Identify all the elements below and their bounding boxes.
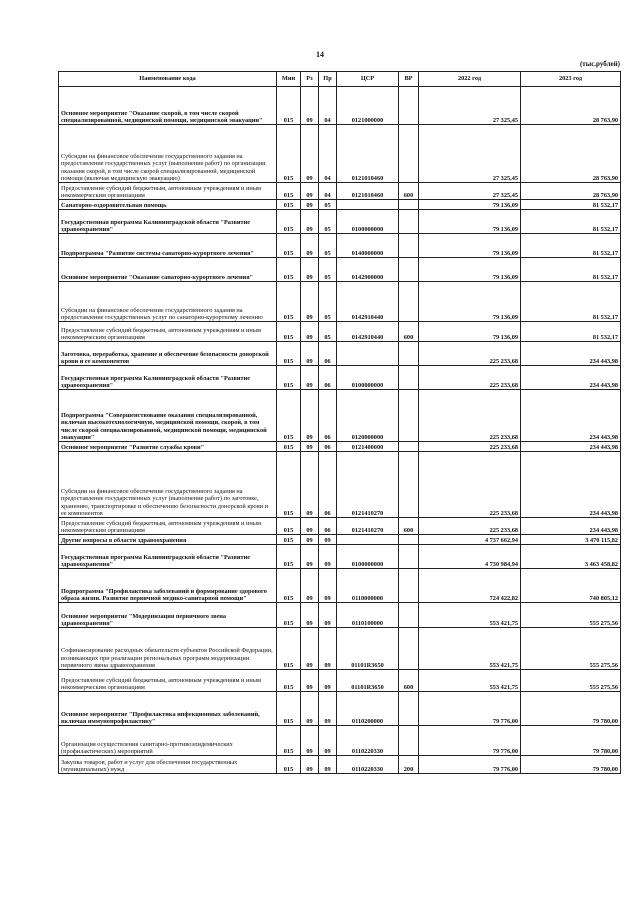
row-vr: 600 bbox=[399, 322, 419, 342]
row-vr bbox=[399, 210, 419, 234]
header-2022: 2022 год bbox=[419, 72, 521, 87]
row-2022-value: 225 233,68 bbox=[419, 518, 521, 535]
row-csr: 0120000000 bbox=[337, 390, 399, 442]
row-vr bbox=[399, 366, 419, 390]
row-rz: 09 bbox=[301, 692, 319, 726]
table-row bbox=[59, 628, 621, 670]
row-2022-value: 79 136,09 bbox=[419, 322, 521, 342]
row-pr: 06 bbox=[319, 390, 337, 442]
row-2022-value: 79 136,09 bbox=[419, 210, 521, 234]
row-pr: 09 bbox=[319, 670, 337, 692]
row-2023-value: 555 275,56 bbox=[521, 603, 621, 628]
table-row bbox=[59, 670, 621, 692]
row-name: Основное мероприятие "Оказание санаторно-курортного лечения" bbox=[59, 258, 277, 282]
row-name: Предоставление субсидий бюджетным, автономным учреждениям и иным некоммерческим организациям bbox=[59, 670, 277, 692]
row-name: Подпрограмма "Совершенствование оказания специализированной, включая высокотехнологичную, медицинской помощи, скорой, в том числе скорой специализированной, медицинской помощи, медицинской эвакуации" bbox=[59, 390, 277, 442]
row-2022-value: 79 136,09 bbox=[419, 282, 521, 322]
row-name: Подпрограмма "Развитие системы санаторно-курортного лечения" bbox=[59, 234, 277, 258]
table-body bbox=[59, 87, 621, 774]
row-min: 015 bbox=[277, 342, 301, 366]
row-pr: 09 bbox=[319, 545, 337, 569]
row-vr bbox=[399, 692, 419, 726]
row-csr: 0142910440 bbox=[337, 282, 399, 322]
row-rz: 09 bbox=[301, 535, 319, 545]
row-2022-value: 79 136,09 bbox=[419, 200, 521, 210]
row-2022-value: 79 136,09 bbox=[419, 258, 521, 282]
row-rz: 09 bbox=[301, 282, 319, 322]
row-rz: 09 bbox=[301, 390, 319, 442]
row-csr: 0100000000 bbox=[337, 545, 399, 569]
row-csr: 01101R3650 bbox=[337, 670, 399, 692]
row-csr: 0110100000 bbox=[337, 603, 399, 628]
row-rz: 09 bbox=[301, 183, 319, 200]
row-vr: 600 bbox=[399, 183, 419, 200]
table-row bbox=[59, 692, 621, 726]
row-rz: 09 bbox=[301, 322, 319, 342]
row-2022-value: 225 233,68 bbox=[419, 366, 521, 390]
row-pr: 05 bbox=[319, 234, 337, 258]
row-min: 015 bbox=[277, 692, 301, 726]
row-min: 015 bbox=[277, 210, 301, 234]
row-rz: 09 bbox=[301, 452, 319, 518]
row-min: 015 bbox=[277, 545, 301, 569]
row-pr: 09 bbox=[319, 603, 337, 628]
row-csr: 0110220330 bbox=[337, 726, 399, 756]
row-2023-value: 81 532,17 bbox=[521, 234, 621, 258]
row-csr: 0110000000 bbox=[337, 569, 399, 603]
row-name: Заготовка, переработка, хранение и обеспечение безопасности донорской крови и ее компонентов bbox=[59, 342, 277, 366]
row-vr bbox=[399, 603, 419, 628]
row-2022-value: 79 776,00 bbox=[419, 756, 521, 774]
row-2023-value: 234 443,98 bbox=[521, 442, 621, 452]
row-2022-value: 79 136,09 bbox=[419, 234, 521, 258]
table-row bbox=[59, 569, 621, 603]
row-pr: 04 bbox=[319, 87, 337, 125]
row-rz: 09 bbox=[301, 366, 319, 390]
row-min: 015 bbox=[277, 726, 301, 756]
row-min: 015 bbox=[277, 183, 301, 200]
row-2023-value: 234 443,98 bbox=[521, 390, 621, 442]
row-min: 015 bbox=[277, 322, 301, 342]
row-vr bbox=[399, 234, 419, 258]
row-2022-value: 553 421,75 bbox=[419, 628, 521, 670]
table-row bbox=[59, 183, 621, 200]
row-name: Предоставление субсидий бюджетным, автономным учреждениям и иным некоммерческим организациям bbox=[59, 518, 277, 535]
header-rz: Рз bbox=[301, 72, 319, 87]
row-2023-value: 555 275,56 bbox=[521, 628, 621, 670]
row-csr: 0142900000 bbox=[337, 258, 399, 282]
row-csr: 0100000000 bbox=[337, 366, 399, 390]
row-min: 015 bbox=[277, 670, 301, 692]
row-rz: 09 bbox=[301, 234, 319, 258]
row-name: Софинансирование расходных обязательств субъектов Российской Федерации, возникающих при реализации региональных программ модернизации первичного звена здравоохранения bbox=[59, 628, 277, 670]
row-2023-value: 3 470 115,82 bbox=[521, 535, 621, 545]
row-csr: 0140000000 bbox=[337, 234, 399, 258]
table-row bbox=[59, 342, 621, 366]
row-2023-value: 81 532,17 bbox=[521, 258, 621, 282]
row-rz: 09 bbox=[301, 125, 319, 183]
row-csr: 0110220330 bbox=[337, 756, 399, 774]
row-min: 015 bbox=[277, 390, 301, 442]
row-csr: 0121410270 bbox=[337, 452, 399, 518]
row-name: Субсидии на финансовое обеспечение государственного задания на предоставление государственных услуг по санаторно-курортному лечению bbox=[59, 282, 277, 322]
row-min: 015 bbox=[277, 200, 301, 210]
row-2023-value: 79 780,00 bbox=[521, 726, 621, 756]
row-name: Субсидии на финансовое обеспечение государственного задания на предоставление государственных услуг (выполнение работ) по заготовке, хранению, транспортировке и обеспечению безопасности донорской крови и ее компонентов bbox=[59, 452, 277, 518]
row-vr: 200 bbox=[399, 756, 419, 774]
row-name: Основное мероприятие "Развитие службы крови" bbox=[59, 442, 277, 452]
row-name: Санаторно-оздоровительная помощь bbox=[59, 200, 277, 210]
row-pr: 09 bbox=[319, 726, 337, 756]
row-2022-value: 225 233,68 bbox=[419, 390, 521, 442]
row-rz: 09 bbox=[301, 87, 319, 125]
header-min: Мин bbox=[277, 72, 301, 87]
row-min: 015 bbox=[277, 452, 301, 518]
row-2023-value: 79 780,00 bbox=[521, 692, 621, 726]
row-vr bbox=[399, 452, 419, 518]
row-name: Основное мероприятие "Профилактика инфекционных заболеваний, включая иммунопрофилактику" bbox=[59, 692, 277, 726]
row-pr: 05 bbox=[319, 210, 337, 234]
row-rz: 09 bbox=[301, 726, 319, 756]
row-vr bbox=[399, 258, 419, 282]
row-pr: 06 bbox=[319, 342, 337, 366]
row-rz: 09 bbox=[301, 258, 319, 282]
row-pr: 06 bbox=[319, 366, 337, 390]
row-name: Подпрограмма "Профилактика заболеваний и формирование здорового образа жизни. Развитие первичной медико-санитарной помощи" bbox=[59, 569, 277, 603]
row-2023-value: 28 763,90 bbox=[521, 125, 621, 183]
row-vr bbox=[399, 535, 419, 545]
row-min: 015 bbox=[277, 518, 301, 535]
header-pr: Пр bbox=[319, 72, 337, 87]
row-2023-value: 234 443,98 bbox=[521, 518, 621, 535]
header-csr: ЦСР bbox=[337, 72, 399, 87]
row-2023-value: 79 780,00 bbox=[521, 756, 621, 774]
row-2022-value: 79 776,00 bbox=[419, 726, 521, 756]
units-label: (тыс.рублей) bbox=[579, 60, 620, 68]
row-2023-value: 81 532,17 bbox=[521, 200, 621, 210]
row-csr bbox=[337, 342, 399, 366]
table-row bbox=[59, 322, 621, 342]
table-row bbox=[59, 603, 621, 628]
row-vr bbox=[399, 200, 419, 210]
row-csr: 0121400000 bbox=[337, 442, 399, 452]
row-min: 015 bbox=[277, 603, 301, 628]
row-2023-value: 234 443,98 bbox=[521, 366, 621, 390]
row-pr: 09 bbox=[319, 692, 337, 726]
table-row bbox=[59, 390, 621, 442]
row-2023-value: 3 463 458,82 bbox=[521, 545, 621, 569]
row-2023-value: 740 805,12 bbox=[521, 569, 621, 603]
row-2022-value: 4 737 662,94 bbox=[419, 535, 521, 545]
row-2023-value: 28 763,90 bbox=[521, 87, 621, 125]
row-name: Государственная программа Калининградской области "Развитие здравоохранения" bbox=[59, 545, 277, 569]
table-row bbox=[59, 282, 621, 322]
row-pr: 06 bbox=[319, 442, 337, 452]
row-min: 015 bbox=[277, 87, 301, 125]
header-vr: ВР bbox=[399, 72, 419, 87]
row-name: Предоставление субсидий бюджетным, автономным учреждениям и иным некоммерческим организациям bbox=[59, 183, 277, 200]
table-row bbox=[59, 258, 621, 282]
row-name: Государственная программа Калининградской области "Развитие здравоохранения" bbox=[59, 366, 277, 390]
row-pr: 05 bbox=[319, 282, 337, 322]
row-csr: 01101R3650 bbox=[337, 628, 399, 670]
table-row bbox=[59, 545, 621, 569]
row-vr bbox=[399, 726, 419, 756]
row-pr: 05 bbox=[319, 200, 337, 210]
row-min: 015 bbox=[277, 258, 301, 282]
table-row bbox=[59, 234, 621, 258]
row-2023-value: 28 763,90 bbox=[521, 183, 621, 200]
row-min: 015 bbox=[277, 535, 301, 545]
row-min: 015 bbox=[277, 366, 301, 390]
row-pr: 04 bbox=[319, 125, 337, 183]
row-vr bbox=[399, 628, 419, 670]
row-rz: 09 bbox=[301, 670, 319, 692]
table-row bbox=[59, 726, 621, 756]
row-2022-value: 553 421,75 bbox=[419, 603, 521, 628]
row-2022-value: 553 421,75 bbox=[419, 670, 521, 692]
row-rz: 09 bbox=[301, 756, 319, 774]
row-csr: 0100000000 bbox=[337, 210, 399, 234]
header-name: Наименование кода bbox=[59, 72, 277, 87]
row-2023-value: 81 532,17 bbox=[521, 282, 621, 322]
row-pr: 09 bbox=[319, 756, 337, 774]
table-row bbox=[59, 452, 621, 518]
row-csr: 0121010460 bbox=[337, 183, 399, 200]
row-csr bbox=[337, 200, 399, 210]
row-csr bbox=[337, 535, 399, 545]
row-name: Организация осуществления санитарно-противоэпидемических (профилактических) мероприятий bbox=[59, 726, 277, 756]
row-pr: 04 bbox=[319, 183, 337, 200]
row-csr: 0121010460 bbox=[337, 125, 399, 183]
row-pr: 06 bbox=[319, 518, 337, 535]
row-pr: 09 bbox=[319, 628, 337, 670]
row-2022-value: 225 233,68 bbox=[419, 452, 521, 518]
table-row bbox=[59, 518, 621, 535]
row-pr: 09 bbox=[319, 569, 337, 603]
row-vr bbox=[399, 342, 419, 366]
row-pr: 09 bbox=[319, 535, 337, 545]
row-vr bbox=[399, 545, 419, 569]
row-rz: 09 bbox=[301, 628, 319, 670]
row-2023-value: 234 443,98 bbox=[521, 452, 621, 518]
row-pr: 05 bbox=[319, 322, 337, 342]
row-min: 015 bbox=[277, 442, 301, 452]
row-min: 015 bbox=[277, 756, 301, 774]
row-vr bbox=[399, 390, 419, 442]
row-vr bbox=[399, 125, 419, 183]
row-csr: 0121000000 bbox=[337, 87, 399, 125]
row-name: Предоставление субсидий бюджетным, автономным учреждениям и иным некоммерческим организациям bbox=[59, 322, 277, 342]
table-header-row bbox=[59, 72, 621, 87]
row-min: 015 bbox=[277, 234, 301, 258]
row-name: Субсидии на финансовое обеспечение государственного задания на предоставление государственных услуг (выполнение работ) по организации оказания скорой, в том числе скорой специализированной, медицинской помощи (включая медицинскую эвакуацию) bbox=[59, 125, 277, 183]
row-rz: 09 bbox=[301, 569, 319, 603]
header-2023: 2023 год bbox=[521, 72, 621, 87]
row-name: Закупка товаров, работ и услуг для обеспечения государственных (муниципальных) нужд bbox=[59, 756, 277, 774]
table-row bbox=[59, 125, 621, 183]
row-vr: 600 bbox=[399, 518, 419, 535]
row-rz: 09 bbox=[301, 442, 319, 452]
row-2022-value: 79 776,00 bbox=[419, 692, 521, 726]
row-rz: 09 bbox=[301, 342, 319, 366]
row-name: Основное мероприятие "Оказание скорой, в том числе скорой специализированной, медицинской помощи, медицинской эвакуации" bbox=[59, 87, 277, 125]
row-vr bbox=[399, 442, 419, 452]
row-2022-value: 724 422,82 bbox=[419, 569, 521, 603]
budget-table bbox=[58, 71, 621, 774]
row-name: Государственная программа Калининградской области "Развитие здравоохранения" bbox=[59, 210, 277, 234]
table-row bbox=[59, 442, 621, 452]
row-2022-value: 27 325,45 bbox=[419, 125, 521, 183]
row-2023-value: 555 275,56 bbox=[521, 670, 621, 692]
row-csr: 0121410270 bbox=[337, 518, 399, 535]
row-name: Другие вопросы в области здравоохранения bbox=[59, 535, 277, 545]
row-pr: 06 bbox=[319, 452, 337, 518]
row-vr bbox=[399, 569, 419, 603]
table-row bbox=[59, 756, 621, 774]
row-min: 015 bbox=[277, 628, 301, 670]
row-rz: 09 bbox=[301, 545, 319, 569]
table-row bbox=[59, 535, 621, 545]
table-row bbox=[59, 366, 621, 390]
row-min: 015 bbox=[277, 125, 301, 183]
row-rz: 09 bbox=[301, 210, 319, 234]
row-vr bbox=[399, 87, 419, 125]
row-rz: 09 bbox=[301, 200, 319, 210]
row-vr: 600 bbox=[399, 670, 419, 692]
row-csr: 0142910440 bbox=[337, 322, 399, 342]
row-2022-value: 225 233,68 bbox=[419, 442, 521, 452]
row-min: 015 bbox=[277, 569, 301, 603]
table-row bbox=[59, 87, 621, 125]
row-vr bbox=[399, 282, 419, 322]
row-pr: 05 bbox=[319, 258, 337, 282]
table-row bbox=[59, 200, 621, 210]
row-2023-value: 81 532,17 bbox=[521, 322, 621, 342]
row-2023-value: 234 443,98 bbox=[521, 342, 621, 366]
table-row bbox=[59, 210, 621, 234]
row-name: Основное мероприятие "Модернизация первичного звена здравоохранения" bbox=[59, 603, 277, 628]
row-min: 015 bbox=[277, 282, 301, 322]
page-number: 14 bbox=[316, 50, 324, 59]
row-rz: 09 bbox=[301, 603, 319, 628]
row-2022-value: 4 730 984,94 bbox=[419, 545, 521, 569]
row-2022-value: 27 325,45 bbox=[419, 87, 521, 125]
row-2022-value: 225 233,68 bbox=[419, 342, 521, 366]
row-csr: 0110200000 bbox=[337, 692, 399, 726]
row-2022-value: 27 325,45 bbox=[419, 183, 521, 200]
row-rz: 09 bbox=[301, 518, 319, 535]
row-2023-value: 81 532,17 bbox=[521, 210, 621, 234]
